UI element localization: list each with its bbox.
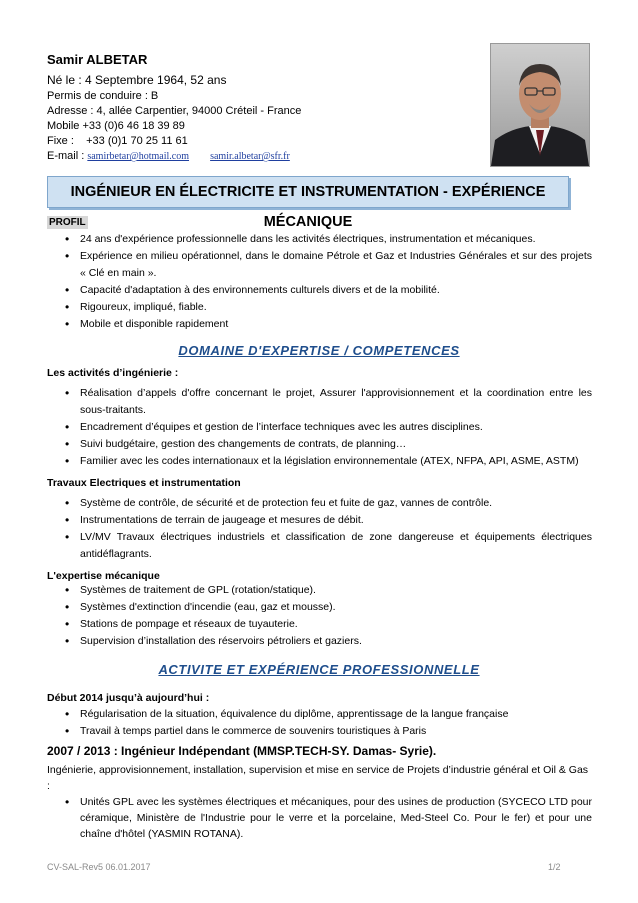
travaux-label: Travaux Electriques et instrumentation: [47, 477, 241, 489]
mobile-info: Mobile +33 (0)6 46 18 39 89: [47, 120, 185, 132]
list-item: • 24 ans d'expérience professionnelle dans les activités électriques, instrumentation et mécaniques.: [47, 231, 592, 248]
list-item: • Rigoureux, impliqué, fiable.: [47, 299, 592, 316]
mecanique-list: [47, 582, 592, 650]
period-2007-description: Ingénierie, approvisionnement, installation, supervision et mise en service de Projets d’industrie général et Oil & Gas :: [47, 764, 589, 792]
list-item: • Régularisation de la situation, équivalence du diplôme, apprentissage de la langue française: [47, 706, 592, 723]
email-link-2[interactable]: samir.albetar@sfr.fr: [210, 151, 290, 162]
section-title-activite: ACTIVITE ET EXPÉRIENCE PROFESSIONNELLE: [158, 662, 480, 677]
list-item: • Expérience en milieu opérationnel, dans le domaine Pétrole et Gaz et Industries Générales et sur des projets « Clé en main ».: [47, 248, 592, 282]
mecanique-label: L'expertise mécanique: [47, 570, 160, 582]
profil-label: PROFIL: [49, 217, 86, 228]
list-item: • Travail à temps partiel dans le commerce de souvenirs touristiques à Paris: [47, 723, 592, 740]
profile-photo: [490, 43, 590, 167]
period-label-2014: Début 2014 jusqu’à aujourd’hui :: [47, 692, 210, 704]
footer-reference: CV-SAL-Rev5 06.01.2017: [47, 862, 151, 872]
list-item: • Systèmes d'extinction d'incendie (eau, gaz et mousse).: [47, 599, 592, 616]
list-item: • Instrumentations de terrain de jaugeage et mesures de débit.: [47, 512, 592, 529]
section-title-domaine: DOMAINE D'EXPERTISE / COMPETENCES: [178, 343, 460, 358]
period-2007-list: [47, 794, 592, 842]
list-item: • LV/MV Travaux électriques industriels et classification de zone dangereuse et équipements électriques antidéflagrants.: [47, 529, 592, 563]
page-number: 1/2: [548, 862, 561, 872]
portrait-image: [491, 44, 589, 166]
fixe-info: Fixe : +33 (0)1 70 25 11 61: [47, 135, 188, 147]
ingenierie-label: Les activités d’ingénierie :: [47, 367, 179, 379]
email-label: E-mail :: [47, 150, 88, 162]
period-2014-list: [47, 706, 592, 740]
job-title: INGÉNIEUR EN ÉLECTRICITE ET INSTRUMENTATION - EXPÉRIENCE MÉCANIQUE: [70, 184, 546, 230]
candidate-name: Samir ALBETAR: [47, 52, 148, 67]
license-info: Permis de conduire : B: [47, 90, 159, 102]
list-item: • Supervision d’installation des réservoirs pétroliers et gaziers.: [47, 633, 592, 650]
profil-list: [47, 231, 592, 333]
list-item: • Mobile et disponible rapidement: [47, 316, 592, 333]
list-item: • Familier avec les codes internationaux et la législation environnementale (ATEX, NFPA, API, ASME, ASTM): [47, 453, 592, 470]
list-item: • Systèmes de traitement de GPL (rotation/statique).: [47, 582, 592, 599]
list-item: • Stations de pompage et réseaux de tuyauterie.: [47, 616, 592, 633]
birth-info: Né le : 4 Septembre 1964, 52 ans: [47, 73, 227, 87]
list-item: • Encadrement d’équipes et gestion de l’interface techniques avec les autres disciplines.: [47, 419, 592, 436]
period-label-2007: 2007 / 2013 : Ingénieur Indépendant (MMSP.TECH-SY. Damas- Syrie).: [47, 744, 437, 758]
email-line: [47, 149, 290, 164]
ingenierie-list: [47, 385, 592, 470]
list-item: • Capacité d'adaptation à des environnements culturels divers et de la mobilité.: [47, 282, 592, 299]
travaux-list: [47, 495, 592, 563]
list-item: • Réalisation d’appels d'offre concernant le projet, Assurer l'approvisionnement et la coordination entre les sous-traitants.: [47, 385, 592, 419]
address-info: Adresse : 4, allée Carpentier, 94000 Créteil - France: [47, 105, 302, 117]
list-item: • Système de contrôle, de sécurité et de protection feu et fuite de gaz, vannes de contrôle.: [47, 495, 592, 512]
email-link-1[interactable]: samirbetar@hotmail.com: [87, 151, 190, 162]
list-item: • Unités GPL avec les systèmes électriques et mécaniques, pour des usines de production (SYCECO LTD pour céramique, Ministère de l'Industrie pour le verre et la porcelaine, Med-Steel Co. Pour le fer) et pour une chaîne d'hôtel (YASMIN ROTANA).: [47, 794, 592, 842]
list-item: • Suivi budgétaire, gestion des changements de contrats, de planning…: [47, 436, 592, 453]
